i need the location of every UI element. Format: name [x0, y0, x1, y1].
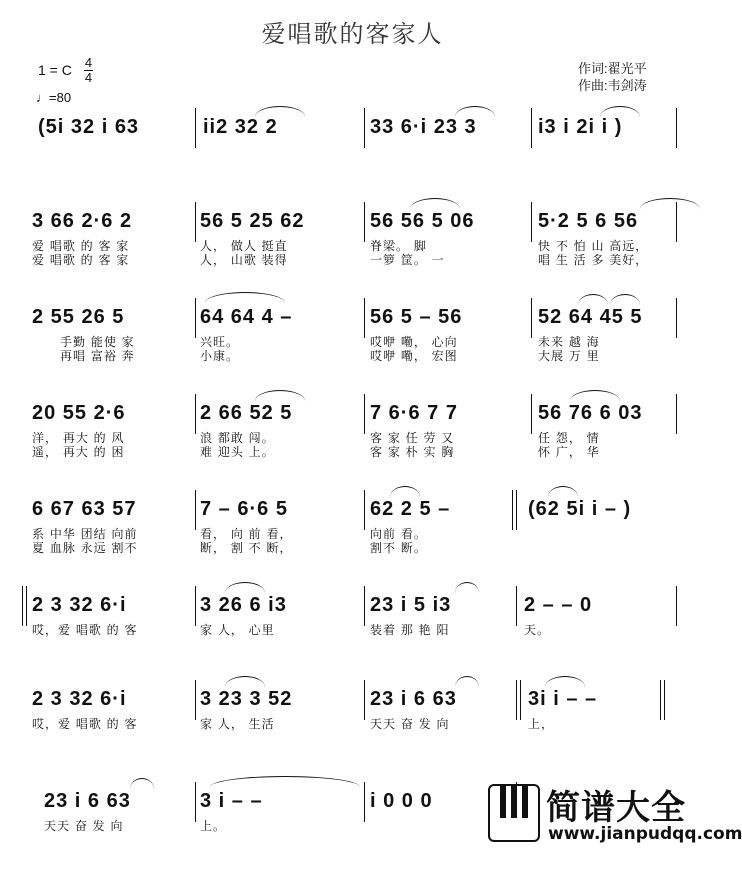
- lyric: 爱 唱歌 的 客 家: [32, 239, 130, 253]
- lyric: 未来 越 海: [538, 335, 600, 349]
- measure: 56 56 5 06: [370, 210, 475, 232]
- measure: 33 6·i 23 3: [370, 116, 477, 138]
- lyric: 爱 唱歌 的 客 家: [32, 253, 130, 267]
- lyric: 一箩 筐。 一: [370, 253, 445, 267]
- score-system-2: [0, 210, 705, 300]
- lyric: 客 家 任 劳 又: [370, 431, 455, 445]
- lyric: 天天 奋 发 向: [44, 819, 124, 833]
- lyric: 上。: [200, 819, 227, 833]
- lyric: 上，: [528, 717, 555, 731]
- lyric: 再唱 富裕 奔: [60, 349, 135, 363]
- lyric: 看， 向 前 看，: [200, 527, 293, 541]
- score-system-4: [0, 402, 705, 492]
- measure: 7 6·6 7 7: [370, 402, 458, 424]
- lyric: 人， 山歌 装得: [200, 253, 288, 267]
- measure: 6 67 63 57: [32, 498, 137, 520]
- measure: 3 23 3 52: [200, 688, 293, 710]
- score-system-5: [0, 498, 705, 588]
- lyric: 系 中华 团结 向前: [32, 527, 138, 541]
- lyric: 快 不 怕 山 高远，: [538, 239, 649, 253]
- measure: 20 55 2·6: [32, 402, 126, 424]
- lyric: 天。: [524, 623, 551, 637]
- measure: 3 26 6 i3: [200, 594, 287, 616]
- time-signature: [84, 56, 93, 85]
- measure: 64 64 4 –: [200, 306, 293, 328]
- composer: 作曲:韦剑涛: [578, 78, 647, 93]
- lyricist: 作词:翟光平: [578, 61, 647, 76]
- measure: (5i 32 i 63: [38, 116, 140, 138]
- lyric: 哎咿 嘞， 宏图: [370, 349, 458, 363]
- lyric: 向前 看。: [370, 527, 427, 541]
- lyric: 割不 断。: [370, 541, 427, 555]
- measure: 2 55 26 5: [32, 306, 125, 328]
- lyric: 洋， 再大 的 风: [32, 431, 125, 445]
- measure: i 0 0 0: [370, 790, 433, 812]
- measure: 3i i – –: [528, 688, 598, 710]
- lyric: 唱 生 活 多 美好，: [538, 253, 649, 267]
- piano-icon: [488, 784, 540, 842]
- lyric: 装着 那 艳 阳: [370, 623, 450, 637]
- measure: 56 76 6 03: [538, 402, 643, 424]
- measure: ii2 32 2: [203, 116, 278, 138]
- measure: 23 i 5 i3: [370, 594, 452, 616]
- measure: 7 – 6·6 5: [200, 498, 288, 520]
- lyric: 浪 都敢 闯。: [200, 431, 275, 445]
- lyric: 怀 广， 华: [538, 445, 600, 459]
- watermark-url: www.jianpudqq.com: [548, 824, 742, 844]
- score-system-3: [0, 306, 705, 396]
- lyric: 哎，爱 唱歌 的 客: [32, 623, 138, 637]
- lyric: 手勤 能使 家: [60, 335, 135, 349]
- watermark-logo: [478, 778, 742, 850]
- measure: 2 3 32 6·i: [32, 688, 127, 710]
- lyric: 家 人， 心里: [200, 623, 275, 637]
- measure: 56 5 25 62: [200, 210, 305, 232]
- lyric: 哎，爱 唱歌 的 客: [32, 717, 138, 731]
- measure: (62 5i i – ): [528, 498, 632, 520]
- lyric: 大展 万 里: [538, 349, 600, 363]
- lyric: 夏 血脉 永远 割不: [32, 541, 138, 555]
- measure: 5·2 5 6 56: [538, 210, 639, 232]
- lyric: 任 怨， 情: [538, 431, 600, 445]
- measure: 56 5 – 56: [370, 306, 463, 328]
- score-system-7: [0, 688, 705, 778]
- lyric: 小康。: [200, 349, 240, 363]
- credits: [578, 60, 647, 94]
- measure: 23 i 6 63: [370, 688, 457, 710]
- lyric: 断， 割 不 断，: [200, 541, 293, 555]
- measure: i3 i 2i i ): [538, 116, 623, 138]
- measure: 2 66 52 5: [200, 402, 293, 424]
- lyric: 难 迎头 上。: [200, 445, 275, 459]
- lyric: 遥， 再大 的 困: [32, 445, 125, 459]
- measure: 62 2 5 –: [370, 498, 451, 520]
- song-title: 爱唱歌的客家人: [261, 20, 444, 48]
- lyric: 天天 奋 发 向: [370, 717, 450, 731]
- score-system-1: [0, 116, 705, 206]
- key-signature: 1 = C: [38, 62, 72, 78]
- measure: 3 i – –: [200, 790, 263, 812]
- measure: 3 66 2·6 2: [32, 210, 133, 232]
- measure: 23 i 6 63: [44, 790, 131, 812]
- time-signature-bottom: 4: [84, 70, 93, 85]
- measure: 2 – – 0: [524, 594, 593, 616]
- lyric: 客 家 朴 实 胸: [370, 445, 455, 459]
- lyric: 脊梁。 脚: [370, 239, 427, 253]
- score-system-6: [0, 594, 705, 684]
- lyric: 家 人， 生活: [200, 717, 275, 731]
- watermark-brand: 简谱大全: [546, 788, 686, 828]
- lyric: 哎咿 嘞， 心向: [370, 335, 458, 349]
- time-signature-top: 4: [84, 55, 93, 70]
- lyric: 人， 做人 挺直: [200, 239, 288, 253]
- lyric: 兴旺。: [200, 335, 240, 349]
- tempo-marking: ♩=80: [36, 90, 72, 105]
- measure: 2 3 32 6·i: [32, 594, 127, 616]
- measure: 52 64 45 5: [538, 306, 643, 328]
